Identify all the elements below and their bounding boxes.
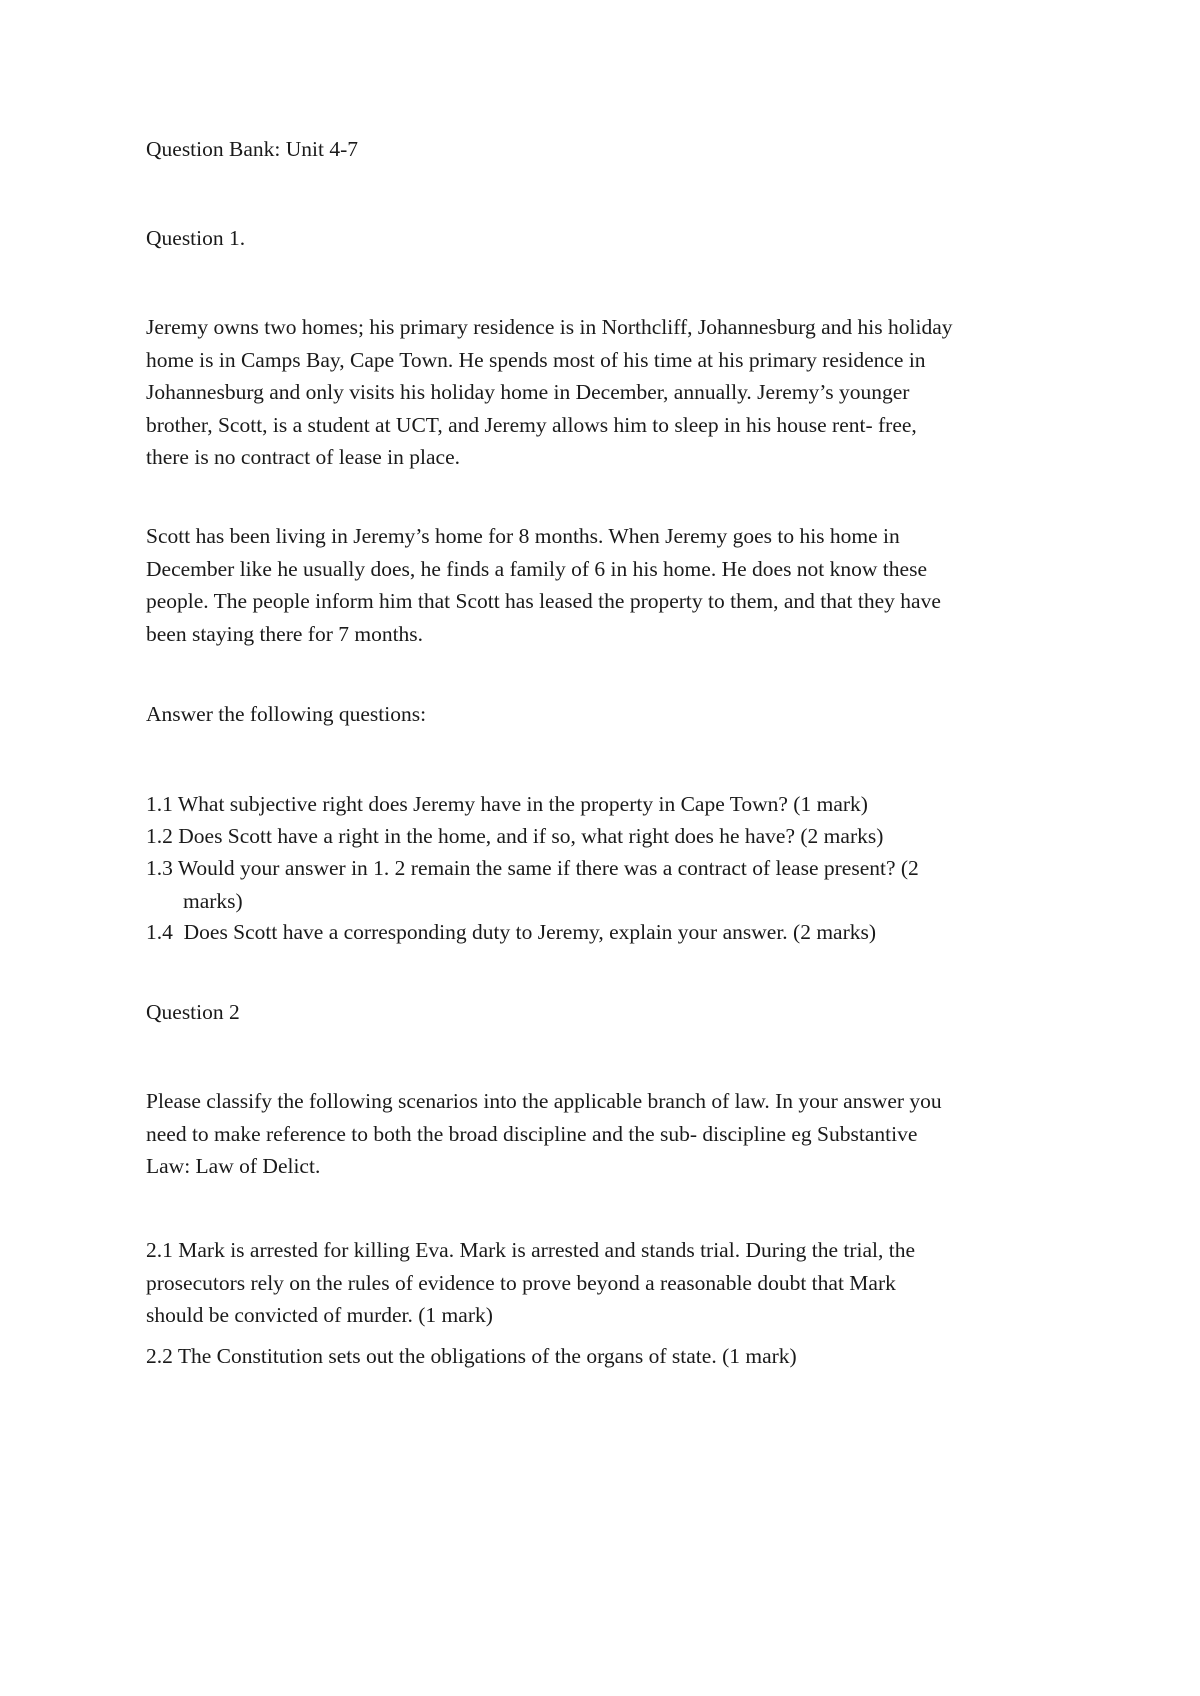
text-line: Johannesburg and only visits his holiday home in December, annually. Jeremy’s younger <box>146 380 910 404</box>
text-line: 2.1 Mark is arrested for killing Eva. Mark is arrested and stands trial. During the trial, the <box>146 1238 916 1262</box>
item-text: Does Scott have a corresponding duty to Jeremy, explain your answer. (2 marks) <box>172 920 877 944</box>
question-1-paragraph-2 <box>146 520 1066 650</box>
text-line: need to make reference to both the broad discipline and the sub- discipline eg Substantive <box>146 1121 918 1146</box>
item-text: Would your answer in 1. 2 remain the same if there was a contract of lease present? (2 <box>172 856 919 880</box>
question-1-instruction: Answer the following questions: <box>146 702 427 726</box>
text-line: December like he usually does, he finds a family of 6 in his home. He does not know these <box>146 556 927 581</box>
text-line: there is no contract of lease in place. <box>146 445 460 469</box>
text-line: Please classify the following scenarios into the applicable branch of law. In your answer you <box>146 1089 942 1113</box>
text-line: brother, Scott, is a student at UCT, and Jeremy allows him to sleep in his house rent- free, <box>146 412 917 437</box>
item-number: 1.1 <box>146 792 173 816</box>
text-line: prosecutors rely on the rules of evidence to prove beyond a reasonable doubt that Mark <box>146 1270 896 1295</box>
text-line: home is in Camps Bay, Cape Town. He spends most of his time at his primary residence in <box>146 347 926 372</box>
question-item-2-1 <box>146 1234 1066 1332</box>
question-item-1-4 <box>146 916 1066 949</box>
question-2-heading: Question 2 <box>146 1000 240 1024</box>
item-text-continuation: marks) <box>183 888 243 913</box>
text-line: been staying there for 7 months. <box>146 621 424 646</box>
item-text: What subjective right does Jeremy have in the property in Cape Town? (1 mark) <box>172 792 868 816</box>
text-line: Law: Law of Delict. <box>146 1154 321 1178</box>
question-item-1-2 <box>146 820 1066 853</box>
question-item-2-2: 2.2 The Constitution sets out the obligations of the organs of state. (1 mark) <box>146 1344 797 1368</box>
question-1-heading: Question 1. <box>146 226 246 250</box>
question-item-1-3 <box>146 852 1066 917</box>
text-line: should be convicted of murder. (1 mark) <box>146 1303 493 1327</box>
question-1-paragraph-1 <box>146 311 1066 474</box>
question-item-1-1 <box>146 788 1066 821</box>
text-line: people. The people inform him that Scott has leased the property to them, and that they have <box>146 589 941 613</box>
text-line: Jeremy owns two homes; his primary residence is in Northcliff, Johannesburg and his holiday <box>146 315 953 339</box>
item-number: 1.4 <box>146 920 173 944</box>
document-title: Question Bank: Unit 4-7 <box>146 137 358 161</box>
item-number: 1.3 <box>146 856 173 880</box>
question-2-intro <box>146 1085 1066 1183</box>
text-line: Scott has been living in Jeremy’s home for 8 months. When Jeremy goes to his home in <box>146 524 900 548</box>
item-number: 1.2 <box>146 824 173 848</box>
item-text: Does Scott have a right in the home, and if so, what right does he have? (2 marks) <box>172 824 884 848</box>
